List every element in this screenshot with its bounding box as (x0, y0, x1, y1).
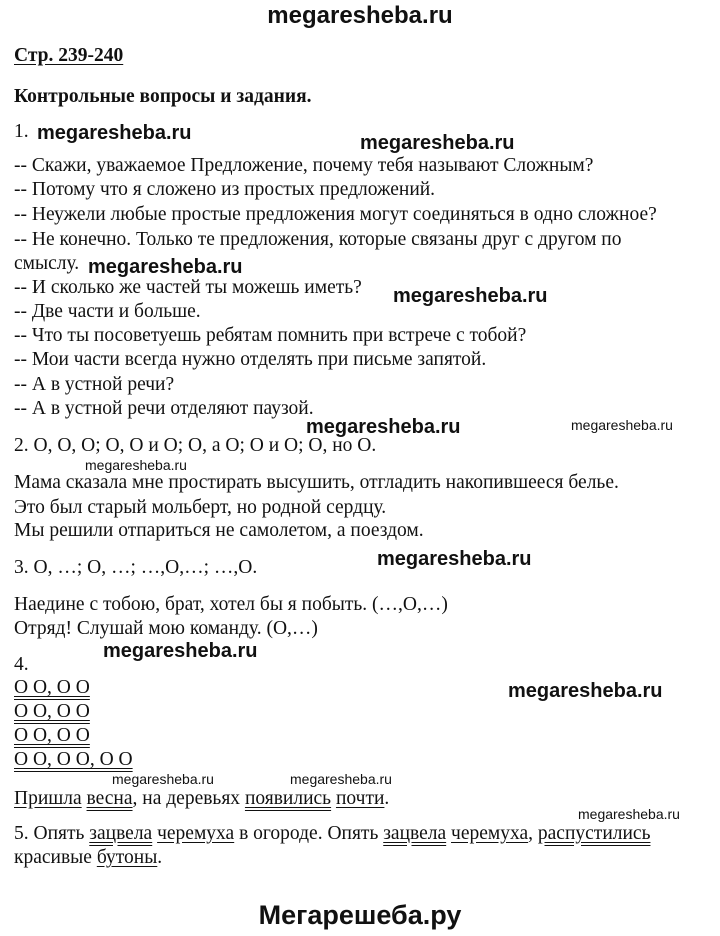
task3-line-1: Наедине с тобою, брат, хотел бы я побыть. (…,О,…) (14, 594, 448, 615)
watermark: megaresheba.ru (393, 285, 548, 307)
watermark: megaresheba.ru (112, 771, 214, 787)
task5-line-2: красивые бутоны. (14, 847, 163, 868)
task1-number: 1. (14, 121, 29, 142)
task2-line-1: Мама сказала мне простирать высушить, отгладить накопившееся белье. (14, 472, 619, 493)
predicate-word: зацвела (89, 823, 153, 844)
watermark: megaresheba.ru (306, 416, 461, 438)
site-footer: Мегарешеба.ру (258, 900, 462, 930)
task2-line-2: Это был старый мольберт, но родной сердцу. (14, 497, 387, 518)
task1-line-11: -- А в устной речи отделяют паузой. (14, 398, 314, 419)
task1-line-7: -- Две части и больше. (14, 301, 201, 322)
watermark: megaresheba.ru (37, 122, 192, 144)
watermark: megaresheba.ru (571, 417, 673, 433)
predicate-word: зацвела (383, 823, 447, 844)
task1-line-1: -- Скажи, уважаемое Предложение, почему тебя называют Сложным? (14, 155, 594, 176)
section-title: Контрольные вопросы и задания. (14, 86, 312, 107)
predicate-word: появились (244, 788, 332, 809)
task4-number: 4. (14, 654, 29, 675)
task4-scheme-2: О О, О О (14, 701, 90, 722)
task1-line-5: смыслу. (14, 253, 80, 274)
task1-line-10: -- А в устной речи? (14, 374, 175, 395)
task2-line-3: Мы решили отпариться не самолетом, а поездом. (14, 520, 424, 541)
predicate-word: весна (86, 788, 133, 809)
task3-line-2: Отряд! Слушай мою команду. (О,…) (14, 618, 318, 639)
task1-line-4: -- Не конечно. Только те предложения, которые связаны друг с другом по (14, 229, 622, 250)
watermark: megaresheba.ru (88, 256, 243, 278)
task1-line-8: -- Что ты посоветуешь ребятам помнить при встрече с тобой? (14, 325, 527, 346)
task4-sentence: Пришла весна, на деревьях появились почти. (14, 788, 390, 809)
watermark: megaresheba.ru (377, 548, 532, 570)
task1-line-3: -- Неужели любые простые предложения могут соединяться в одно сложное? (14, 204, 657, 225)
task4-scheme-4: О О, О О, О О (14, 749, 133, 770)
task2-scheme: 2. О, О, О; О, О и О; О, а О; О и О; О, но О. (14, 435, 377, 456)
subject-word: черемуха (451, 823, 529, 844)
subject-word: почти (335, 788, 385, 809)
subject-word: черемуха (157, 823, 235, 844)
watermark: megaresheba.ru (508, 680, 663, 702)
task1-line-9: -- Мои части всегда нужно отделять при письме запятой. (14, 349, 487, 370)
task4-scheme-1: О О, О О (14, 677, 90, 698)
watermark: megaresheba.ru (85, 457, 187, 473)
site-header: megaresheba.ru (267, 2, 453, 29)
page-reference: Стр. 239-240 (14, 45, 124, 66)
task5-line-1: 5. Опять зацвела черемуха в огороде. Опять зацвела черемуха, распустились (14, 823, 651, 844)
watermark: megaresheba.ru (290, 771, 392, 787)
watermark: megaresheba.ru (360, 132, 515, 154)
task1-line-6: -- И сколько же частей ты можешь иметь? (14, 277, 362, 298)
task3-scheme: 3. О, …; О, …; …,О,…; …,О. (14, 557, 258, 578)
predicate-word: распустились (537, 823, 651, 844)
watermark: megaresheba.ru (578, 806, 680, 822)
subject-word: Пришла (14, 788, 82, 809)
subject-word: бутоны (96, 847, 158, 868)
task4-scheme-3: О О, О О (14, 725, 90, 746)
task1-line-2: -- Потому что я сложено из простых предложений. (14, 179, 436, 200)
watermark: megaresheba.ru (103, 640, 258, 662)
